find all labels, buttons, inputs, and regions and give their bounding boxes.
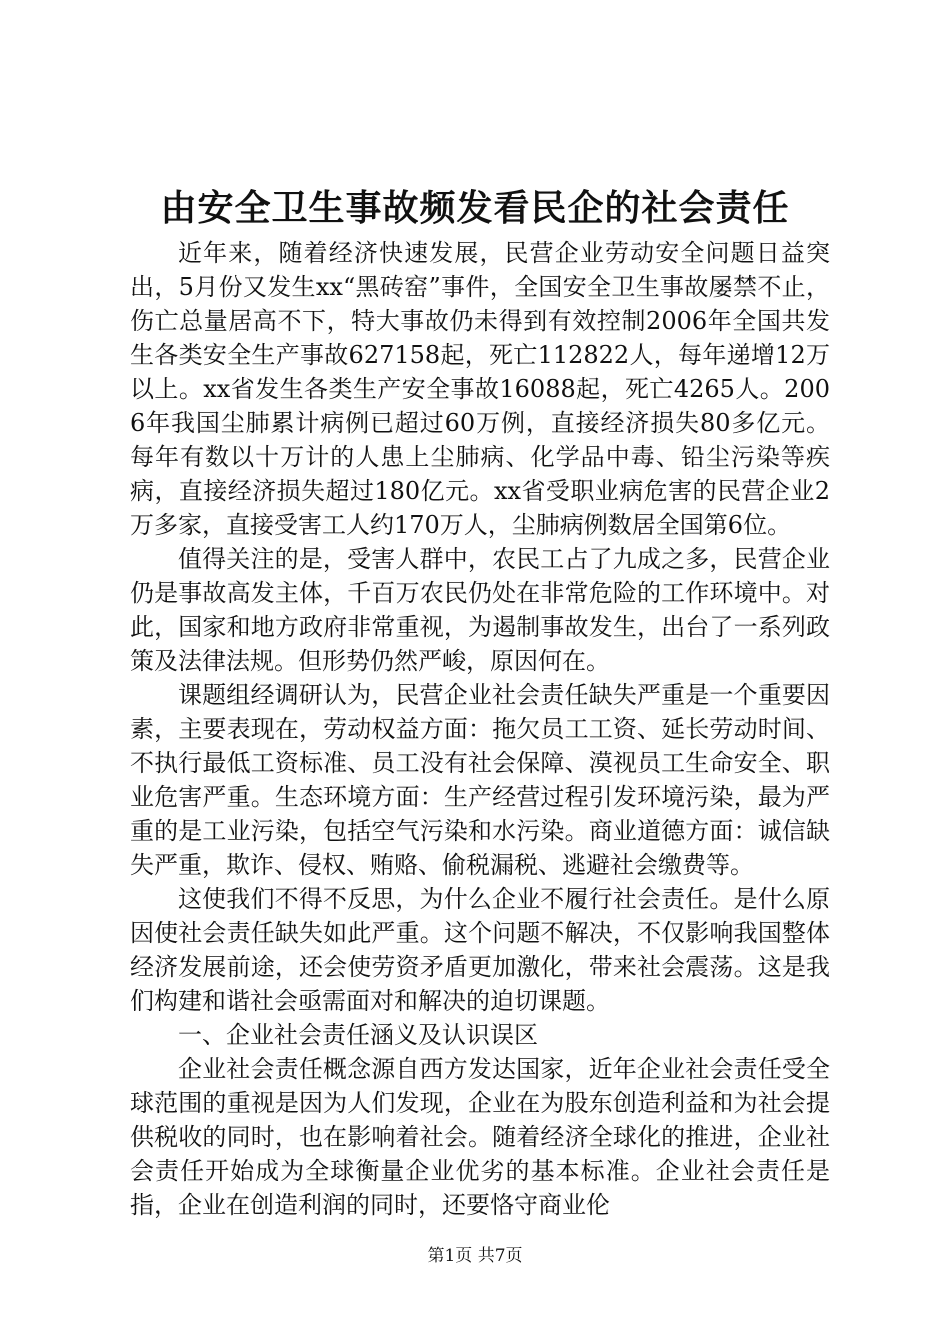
paragraph-intro: 近年来，随着经济快速发展，民营企业劳动安全问题日益突出，5月份又发生xx“黑砖窑”事件，全国安全卫生事故屡禁不止，伤亡总量居高不下，特大事故仍未得到有效控制2006年全国共发生各类安全生产事故627158起，死亡112822人，每年递增12万以上。xx省发生各类生产安全事故16088起，死亡4265人。2006年我国尘肺累计病例已超过60万例，直接经济损失80多亿元。每年有数以十万计的人患上尘肺病、化学品中毒、铅尘污染等疾病，直接经济损失超过180亿元。xx省受职业病危害的民营企业2万多家，直接受害工人约170万人，尘肺病例数居全国第6位。 [130,239,830,539]
paragraph-reflection: 这使我们不得不反思，为什么企业不履行社会责任。是什么原因使社会责任缺失如此严重。这个问题不解决，不仅影响我国整体经济发展前途，还会使劳资矛盾更加激化，带来社会震荡。这是我们构建和谐社会亟需面对和解决的迫切课题。 [130,885,830,1015]
paragraph-research-findings: 课题组经调研认为，民营企业社会责任缺失严重是一个重要因素，主要表现在，劳动权益方面：拖欠员工工资、延长劳动时间、不执行最低工资标准、员工没有社会保障、漠视员工生命安全、职业危害严重。生态环境方面：生产经营过程引发环境污染，最为严重的是工业污染，包括空气污染和水污染。商业道德方面：诚信缺失严重，欺诈、侵权、贿赂、偷税漏税、逃避社会缴费等。 [130,681,830,879]
section-heading: 一、企业社会责任涵义及认识误区 [178,1021,538,1049]
document-body [130,236,830,1222]
paragraph-csr-definition: 企业社会责任概念源自西方发达国家，近年企业社会责任受全球范围的重视是因为人们发现，企业在为股东创造利益和为社会提供税收的同时，也在影响着社会。随着经济全球化的推进，企业社会责任开始成为全球衡量企业优劣的基本标准。企业社会责任是指，企业在创造利润的同时，还要恪守商业伦 [130,1055,830,1219]
page-number-footer: 第1页 共7页 [427,1246,523,1266]
document-title: 由安全卫生事故频发看民企的社会责任 [160,187,790,229]
paragraph-migrant-workers: 值得关注的是，受害人群中，农民工占了九成之多，民营企业仍是事故高发主体，千百万农民仍处在非常危险的工作环境中。对此，国家和地方政府非常重视，为遏制事故发生，出台了一系列政策及法律法规。但形势仍然严峻，原因何在。 [130,545,830,675]
